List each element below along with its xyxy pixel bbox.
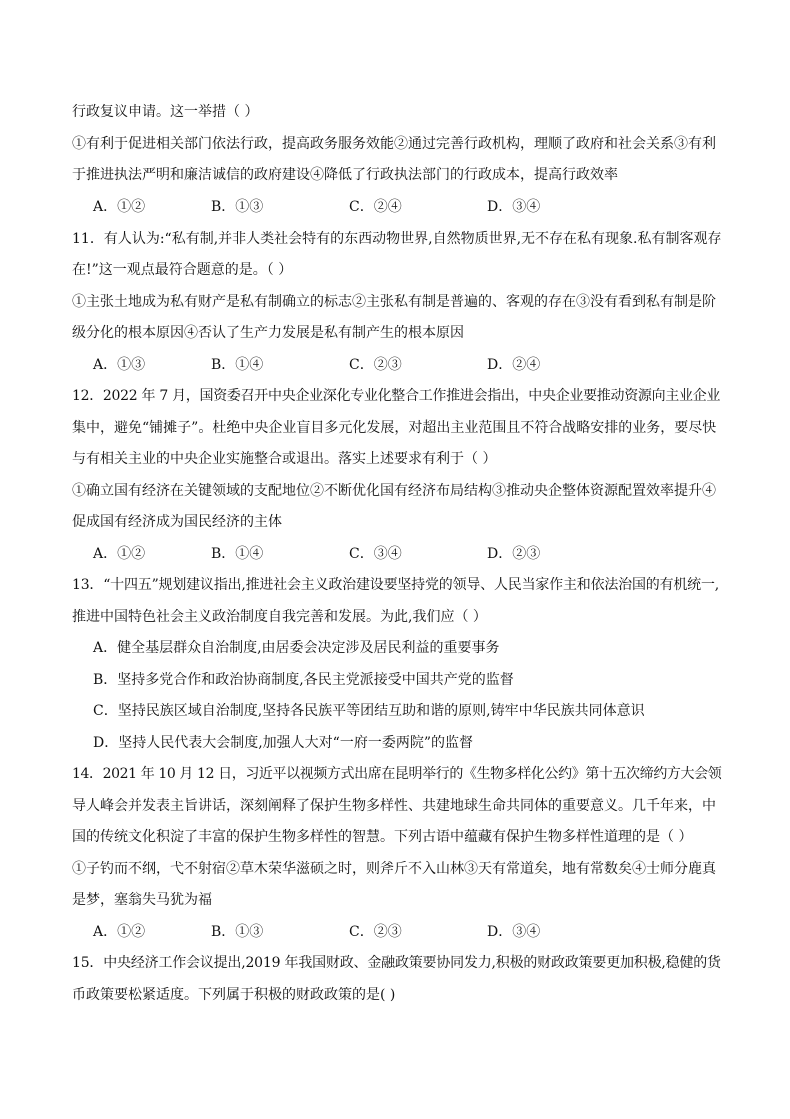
q14-option-b[interactable]: B．①③ [211, 924, 264, 940]
q14-stem-line-2: 导人峰会并发表主旨讲话，深刻阐释了保护生物多样性、共建地球生命共同体的重要意义。几千年来，中 [72, 798, 716, 814]
q13-choice-a[interactable]: A．健全基层群众自治制度,由居委会决定涉及居民利益的重要事务 [93, 640, 500, 656]
q14-option-a[interactable]: A．①② [93, 924, 146, 940]
q11-option-d[interactable]: D．②④ [487, 357, 541, 373]
q14-statements-line-2: 是梦，塞翁失马犹为福 [72, 892, 212, 908]
q15-stem-line-1: 15．中央经济工作会议提出,2019 年我国财政、金融政策要协同发力,积极的财政政策要更加积极,稳健的货 [72, 955, 721, 971]
q11-option-c[interactable]: C．②③ [349, 357, 402, 373]
q13-choice-c[interactable]: C．坚持民族区域自治制度,坚持各民族平等团结互助和谐的原则,铸牢中华民族共同体意识 [93, 703, 645, 719]
q10-statements-line-2: 于推进执法严明和廉洁诚信的政府建设④降低了行政执法部门的行政成本，提高行政效率 [72, 167, 618, 183]
q11-statements-line-2: 级分化的根本原因④否认了生产力发展是私有制产生的根本原因 [72, 325, 464, 341]
q15-stem-line-2: 币政策要松紧适度。下列属于积极的财政政策的是( ) [72, 987, 396, 1003]
q10-option-c[interactable]: C．②④ [349, 199, 402, 215]
q10-option-a[interactable]: A．①② [93, 199, 146, 215]
q12-statements-line-1: ①确立国有经济在关键领域的支配地位②不断优化国有经济布局结构③推动央企整体资源配置效率提升④ [72, 483, 716, 499]
q11-stem-line-1: 11．有人认为:“私有制,并非人类社会特有的东西动物世界,自然物质世界,无不存在私有现象.私有制客观存 [72, 231, 722, 247]
q12-option-d[interactable]: D．②③ [487, 546, 541, 562]
q14-statements-line-1: ①子钓而不纲，弋不射宿②草木荣华滋硕之时，则斧斤不入山林③天有常道矣，地有常数矣④士师分鹿真 [72, 861, 716, 877]
q11-options [0, 355, 790, 375]
q10-statements-line-1: ①有利于促进相关部门依法行政，提高政务服务效能②通过完善行政机构，理顺了政府和社会关系③有利 [72, 136, 716, 152]
q12-stem-line-3: 与有相关主业的中央企业实施整合或退出。落实上述要求有利于（ ） [72, 451, 497, 467]
q10-options [0, 197, 790, 217]
q12-option-b[interactable]: B．①④ [211, 546, 264, 562]
q12-stem-line-1: 12．2022 年 7 月，国资委召开中央企业深化专业化整合工作推进会指出，中央企业要推动资源向主业企业 [72, 388, 721, 404]
q11-option-b[interactable]: B．①④ [211, 357, 264, 373]
q12-stem-line-2: 集中，避免“铺摊子”。杜绝中央企业盲目多元化发展，对超出主业范围且不符合战略安排的业务，要尽快 [72, 420, 717, 436]
q14-option-c[interactable]: C．②③ [349, 924, 402, 940]
q12-option-a[interactable]: A．①② [93, 546, 146, 562]
q12-option-c[interactable]: C．③④ [349, 546, 402, 562]
q12-statements-line-2: 促成国有经济成为国民经济的主体 [72, 514, 282, 530]
q14-stem-line-3: 国的传统文化积淀了丰富的保护生物多样性的智慧。下列古语中蕴藏有保护生物多样性道理的是（ ） [72, 829, 693, 845]
q13-choice-b[interactable]: B．坚持多党合作和政治协商制度,各民主党派接受中国共产党的监督 [93, 672, 514, 688]
q10-option-b[interactable]: B．①③ [211, 199, 264, 215]
q11-option-a[interactable]: A．①③ [93, 357, 146, 373]
q11-statements-line-1: ①主张土地成为私有财产是私有制确立的标志②主张私有制是普遍的、客观的存在③没有看到私有制是阶 [72, 294, 716, 310]
q14-stem-line-1: 14．2021 年 10 月 12 日，习近平以视频方式出席在昆明举行的《生物多样化公约》第十五次缔约方大会领 [72, 766, 722, 782]
q13-stem-line-2: 推进中国特色社会主义政治制度自我完善和发展。为此,我们应（ ） [72, 609, 487, 625]
q13-choice-d[interactable]: D．坚持人民代表大会制度,加强人大对“一府一委两院”的监督 [93, 735, 473, 751]
q11-stem-line-2: 在!”这一观点最符合题意的是。（ ） [72, 262, 293, 278]
q14-options [0, 922, 790, 942]
q10-stem-end: 行政复议申请。这一举措（ ） [72, 104, 259, 120]
q13-stem-line-1: 13．“十四五”规划建议指出,推进社会主义政治建设要坚持党的领导、人民当家作主和依法治国的有机统一, [72, 577, 720, 593]
q10-option-d[interactable]: D．③④ [487, 199, 541, 215]
q14-option-d[interactable]: D．③④ [487, 924, 541, 940]
q12-options [0, 544, 790, 564]
